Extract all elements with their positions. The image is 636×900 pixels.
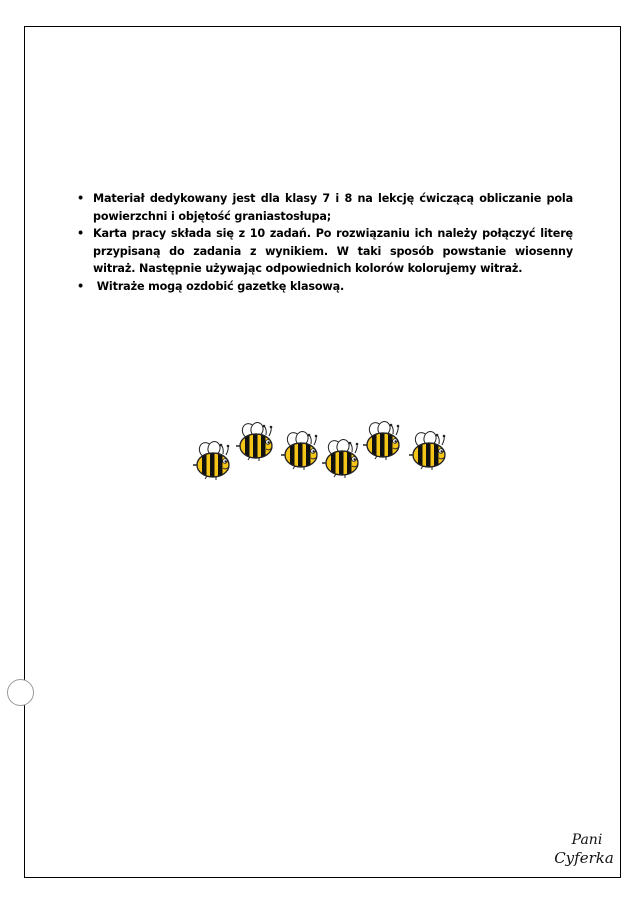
bees-illustration	[186, 418, 450, 482]
bee-icon	[321, 438, 363, 478]
bee-icon	[362, 420, 404, 460]
instruction-text: Witraże mogą ozdobić gazetkę klasową.	[93, 279, 345, 293]
bee-icon	[235, 421, 277, 461]
instruction-item	[77, 225, 573, 278]
instructions-list	[77, 190, 573, 295]
bee-icon	[192, 440, 234, 480]
instruction-text: Materiał dedykowany jest dla klasy 7 i 8 na lekcję ćwiczącą obliczanie pola powierzchni i objętość graniastosłupa;	[93, 192, 573, 223]
punch-hole-mark	[7, 679, 34, 706]
bee-icon	[280, 430, 322, 470]
bee-icon	[408, 430, 450, 470]
bullet: •	[77, 279, 85, 293]
instruction-item	[77, 190, 573, 225]
instruction-item	[77, 278, 573, 296]
logo-line-2: Cyferka	[554, 849, 614, 867]
instruction-text: Karta pracy składa się z 10 zadań. Po rozwiązaniu ich należy połączyć literę przypisaną do zadania z wynikiem. W taki sposób powstanie wiosenny witraż. Następnie używając odpowiednich kolorów kolorujemy witraż.	[93, 227, 573, 275]
author-logo	[553, 832, 615, 878]
logo-line-1: Pani	[571, 832, 603, 848]
bullet: •	[77, 192, 85, 205]
bullet: •	[77, 227, 85, 240]
